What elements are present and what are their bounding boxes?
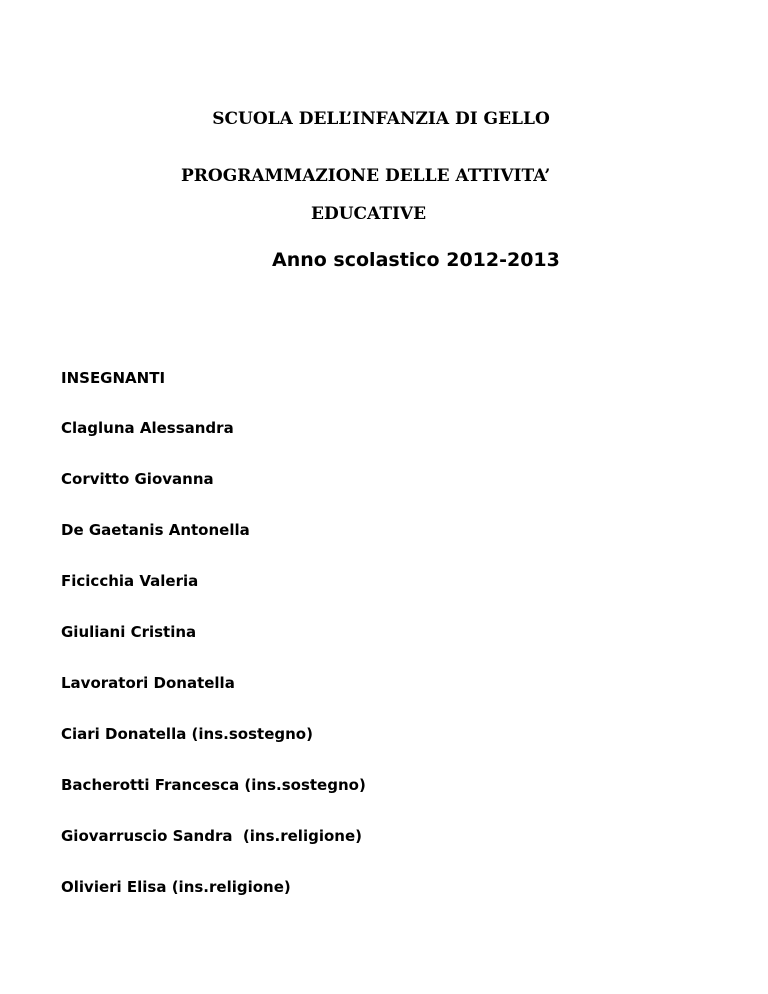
teacher-name: Giovarruscio Sandra (ins.religione) xyxy=(61,827,362,845)
teacher-name: Lavoratori Donatella xyxy=(61,674,235,692)
school-title: SCUOLA DELL’INFANZIA DI GELLO xyxy=(212,109,550,129)
teacher-name: Giuliani Cristina xyxy=(61,623,197,641)
teachers-heading: INSEGNANTI xyxy=(61,369,166,387)
teacher-name: Bacherotti Francesca (ins.sostegno) xyxy=(61,776,366,794)
teacher-name: Corvitto Giovanna xyxy=(61,470,214,488)
programme-title-line1: PROGRAMMAZIONE DELLE ATTIVITA’ xyxy=(181,166,551,186)
teacher-name: Ciari Donatella (ins.sostegno) xyxy=(61,725,313,743)
teacher-name: De Gaetanis Antonella xyxy=(61,521,250,539)
teacher-name: Ficicchia Valeria xyxy=(61,572,199,590)
teacher-name: Olivieri Elisa (ins.religione) xyxy=(61,878,291,896)
teacher-list xyxy=(61,419,366,929)
teacher-name: Clagluna Alessandra xyxy=(61,419,234,437)
programme-title-line2: EDUCATIVE xyxy=(311,204,427,224)
school-year: Anno scolastico 2012-2013 xyxy=(272,249,560,271)
